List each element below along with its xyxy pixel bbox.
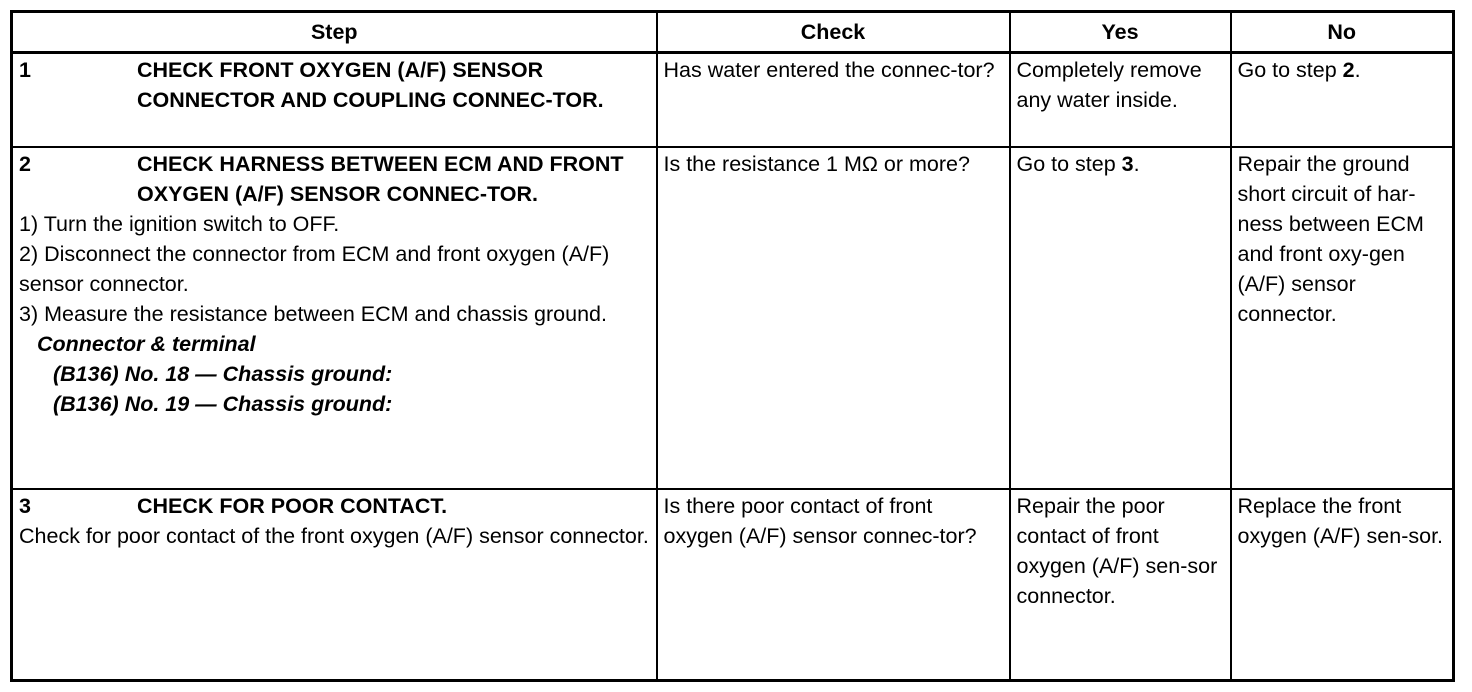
connector-terminal-line: (B136) No. 19 — Chassis ground: [53, 392, 393, 417]
yes-cell [1010, 147, 1231, 489]
yes-cell: Repair the poor contact of front oxygen (A/F) sen-sor connector. [1010, 489, 1231, 680]
procedure-list [19, 209, 650, 329]
step-title: CHECK HARNESS BETWEEN ECM AND FRONT OXYGEN (A/F) SENSOR CONNEC-TOR. [137, 152, 624, 207]
table-row [12, 53, 1454, 148]
no-cell: Repair the ground short circuit of har-ness between ECM and front oxy-gen (A/F) sensor connector. [1231, 147, 1454, 489]
step-number: 1 [19, 58, 31, 82]
yes-suffix: . [1133, 152, 1140, 177]
step-cell [12, 489, 657, 680]
step-title: CHECK FOR POOR CONTACT. [137, 494, 448, 519]
yes-text: Go to step [1016, 152, 1122, 177]
step-reference: 3 [1121, 152, 1134, 177]
header-yes: Yes [1010, 12, 1231, 53]
yes-cell: Completely remove any water inside. [1010, 53, 1231, 148]
header-no: No [1231, 12, 1454, 53]
header-row [12, 12, 1454, 53]
step-reference: 2 [1342, 58, 1355, 82]
connector-terminal-title: Connector & terminal [37, 332, 256, 357]
procedure-step: 1) Turn the ignition switch to OFF. [19, 212, 340, 237]
step-number: 3 [19, 494, 31, 519]
table-row [12, 489, 1454, 680]
header-step: Step [12, 12, 657, 53]
procedure-text: Check for poor contact of the front oxygen (A/F) sensor connector. [19, 524, 649, 549]
step-title: CHECK FRONT OXYGEN (A/F) SENSOR CONNECTOR AND COUPLING CONNEC-TOR. [137, 58, 604, 112]
no-cell [1231, 53, 1454, 148]
procedure-step: 2) Disconnect the connector from ECM and front oxygen (A/F) sensor connector. [19, 242, 610, 297]
step-cell [12, 147, 657, 489]
check-cell: Has water entered the connec-tor? [657, 53, 1010, 148]
diagnostic-table [10, 10, 1455, 682]
no-cell: Replace the front oxygen (A/F) sen-sor. [1231, 489, 1454, 680]
no-suffix: . [1354, 58, 1361, 82]
no-text: Go to step [1237, 58, 1343, 82]
header-check: Check [657, 12, 1010, 53]
step-number: 2 [19, 152, 31, 177]
connector-terminal-line: (B136) No. 18 — Chassis ground: [53, 362, 393, 387]
table-row [12, 147, 1454, 489]
procedure-step: 3) Measure the resistance between ECM and chassis ground. [19, 302, 607, 327]
check-cell: Is there poor contact of front oxygen (A/F) sensor connec-tor? [657, 489, 1010, 680]
step-cell [12, 53, 657, 148]
check-cell: Is the resistance 1 MΩ or more? [657, 147, 1010, 489]
